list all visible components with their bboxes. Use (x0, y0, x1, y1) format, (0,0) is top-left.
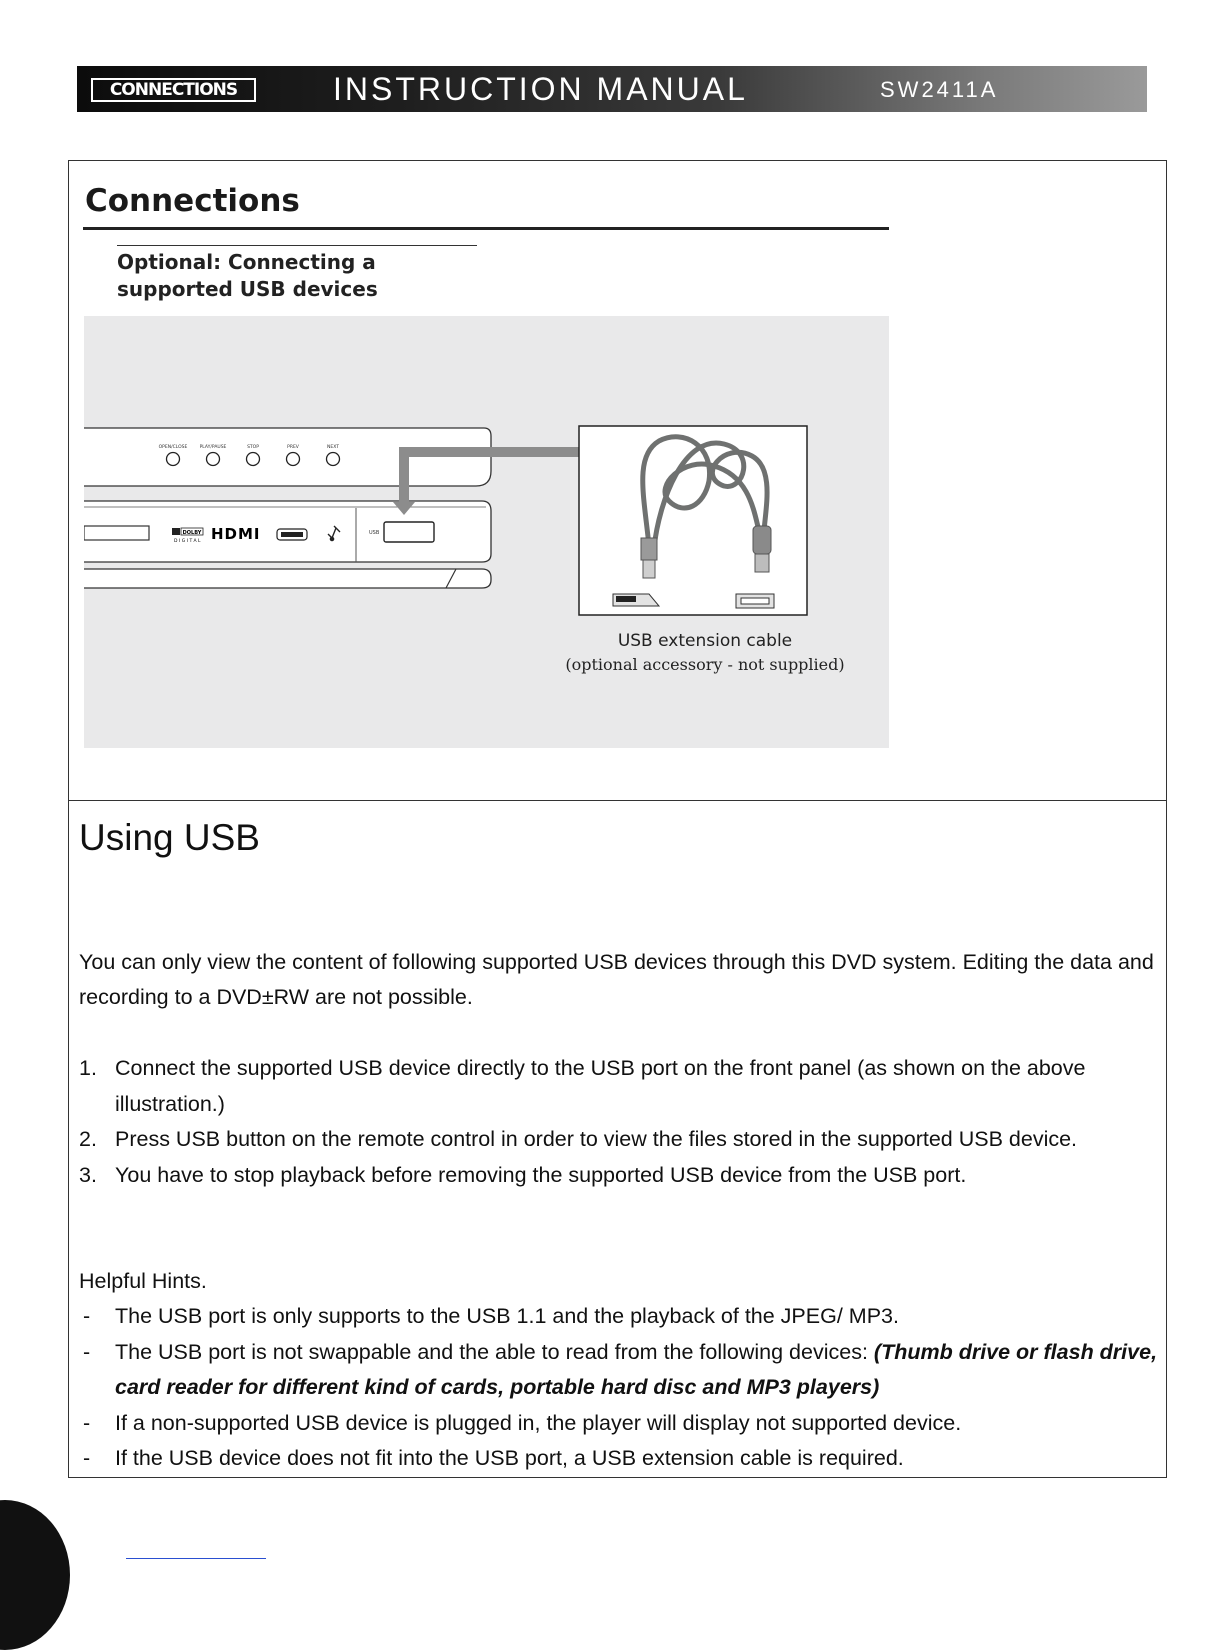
disc-tray (84, 526, 149, 540)
next-button (327, 453, 340, 466)
page-header (77, 66, 1147, 112)
hints-label: Helpful Hints. (79, 1269, 207, 1293)
list-item: - If a non-supported USB device is plugged in, the player will display not supported device. (83, 1410, 962, 1435)
cable-caption-line-1: USB extension cable (617, 631, 793, 651)
list-item: 2. Press USB button on the remote control in order to view the files stored in the supported USB device. (79, 1127, 1078, 1151)
panel-label: PREV (287, 445, 299, 450)
title-rule (83, 227, 889, 230)
section-badge: CONNECTIONS (91, 78, 256, 102)
hints-list (79, 1299, 1159, 1477)
panel-label: OPEN/CLOSE (158, 445, 188, 450)
stop-button (247, 453, 260, 466)
page-corner-tab (0, 1500, 70, 1650)
player-base (84, 569, 491, 588)
model-number: SW2411A (880, 77, 999, 102)
usb-port-label: USB (369, 530, 380, 536)
intro-paragraph: You can only view the content of following supported USB devices through this DVD system. Editing the data and recording to a DVD±RW are not possible. (79, 950, 1154, 1009)
panel-label: PLAY/PAUSE (199, 445, 227, 450)
panel-label: STOP (247, 445, 259, 450)
list-item: - The USB port is not swappable and the able to read from the following devices: (Thumb drive or flash drive, card reader for different kind of cards, portable hard disc and MP3 players) (83, 1339, 1158, 1399)
hdmi-logo: HDMI (211, 525, 261, 543)
open-close-button (167, 453, 180, 466)
list-item: 1. Connect the supported USB device directly to the USB port on the front panel (as shown on the above illustration.) (79, 1056, 1086, 1116)
optional-subtitle (117, 249, 378, 303)
supported-devices-emphasis: (Thumb drive or flash drive, card reader for different kind of cards, portable hard disc and MP3 players) (115, 1339, 1158, 1399)
svg-text:DIGITAL: DIGITAL (173, 539, 203, 544)
illustration-svg (84, 316, 889, 748)
manual-title: INSTRUCTION MANUAL (333, 71, 748, 107)
cable-caption-line-2: (optional accessory - not supplied) (565, 655, 845, 674)
footer-line (126, 1558, 266, 1559)
list-item: - The USB port is only supports to the USB 1.1 and the playback of the JPEG/ MP3. (83, 1304, 899, 1328)
list-item: - If the USB device does not fit into the USB port, a USB extension cable is required. (83, 1446, 904, 1470)
usb-connection-illustration (84, 316, 889, 748)
prev-button (287, 453, 300, 466)
list-item: 3. You have to stop playback before removing the supported USB device from the USB port. (79, 1162, 967, 1187)
play-pause-button (207, 453, 220, 466)
using-usb-section (68, 801, 1167, 1478)
usb-plug-female (753, 526, 771, 572)
connections-title: Connections (85, 183, 300, 219)
usb-socket-end-icon (736, 594, 774, 608)
panel-label: NEXT (327, 445, 339, 450)
subtitle-line-2: supported USB devices (117, 277, 378, 301)
subtitle-line-1: Optional: Connecting a (117, 250, 376, 274)
subtitle-rule (117, 245, 477, 246)
usb2-logo (277, 529, 307, 540)
usb-plug-a (641, 538, 657, 578)
usb-port (384, 522, 434, 542)
svg-text:DOLBY: DOLBY (182, 530, 202, 536)
steps-list (79, 1051, 1159, 1193)
using-usb-title: Using USB (79, 817, 260, 858)
connections-section (68, 160, 1167, 801)
